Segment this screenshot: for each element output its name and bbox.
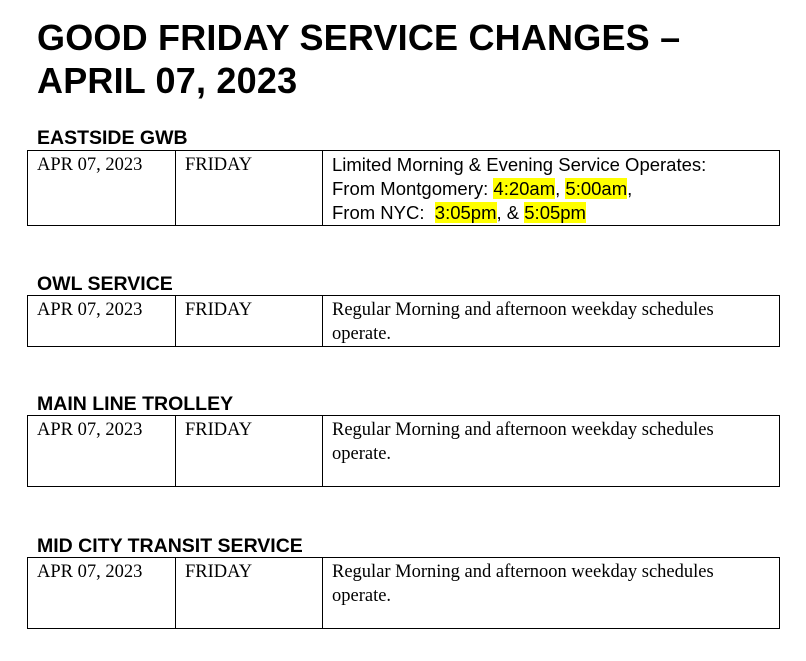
- day-cell: FRIDAY: [176, 558, 323, 629]
- page-title-line-2: APRIL 07, 2023: [37, 60, 298, 101]
- nyc-times-line: [332, 201, 771, 225]
- montgomery-times-line: [332, 177, 771, 201]
- service-table-owl-service: [27, 295, 780, 347]
- day-cell: FRIDAY: [176, 416, 323, 487]
- details-cell: Regular Morning and afternoon weekday schedules operate.: [323, 296, 780, 347]
- date-cell: APR 07, 2023: [28, 296, 176, 347]
- section-heading-eastside-gwb: EASTSIDE GWB: [37, 127, 188, 149]
- service-table-main-line-trolley: [27, 415, 780, 487]
- day-cell: FRIDAY: [176, 296, 323, 347]
- montgomery-trailing: ,: [627, 178, 633, 199]
- table-row: [28, 296, 780, 347]
- section-heading-owl-service: OWL SERVICE: [37, 273, 173, 295]
- details-cell: [323, 151, 780, 226]
- date-cell: APR 07, 2023: [28, 416, 176, 487]
- details-cell: Regular Morning and afternoon weekday schedules operate.: [323, 558, 780, 629]
- nyc-separator: , &: [496, 202, 525, 223]
- service-table-mid-city-transit-service: [27, 557, 780, 629]
- details-intro: Limited Morning & Evening Service Operates:: [332, 154, 707, 175]
- date-cell: APR 07, 2023: [28, 558, 176, 629]
- section-heading-mid-city-transit-service: MID CITY TRANSIT SERVICE: [37, 535, 303, 557]
- nyc-time-2: 5:05pm: [524, 202, 586, 223]
- page-title-line-1: GOOD FRIDAY SERVICE CHANGES –: [37, 17, 681, 58]
- montgomery-time-1: 4:20am: [493, 178, 556, 199]
- table-row: [28, 416, 780, 487]
- montgomery-time-2: 5:00am: [565, 178, 628, 199]
- table-row: [28, 151, 780, 226]
- day-cell: FRIDAY: [176, 151, 323, 226]
- from-nyc-label: From NYC:: [332, 202, 435, 223]
- service-table-eastside-gwb: [27, 150, 780, 226]
- from-montgomery-label: From Montgomery:: [332, 178, 494, 199]
- details-cell: Regular Morning and afternoon weekday schedules operate.: [323, 416, 780, 487]
- section-heading-main-line-trolley: MAIN LINE TROLLEY: [37, 393, 234, 415]
- montgomery-separator: ,: [555, 178, 566, 199]
- date-cell: APR 07, 2023: [28, 151, 176, 226]
- page-title: [37, 16, 680, 102]
- table-row: [28, 558, 780, 629]
- nyc-time-1: 3:05pm: [434, 202, 497, 223]
